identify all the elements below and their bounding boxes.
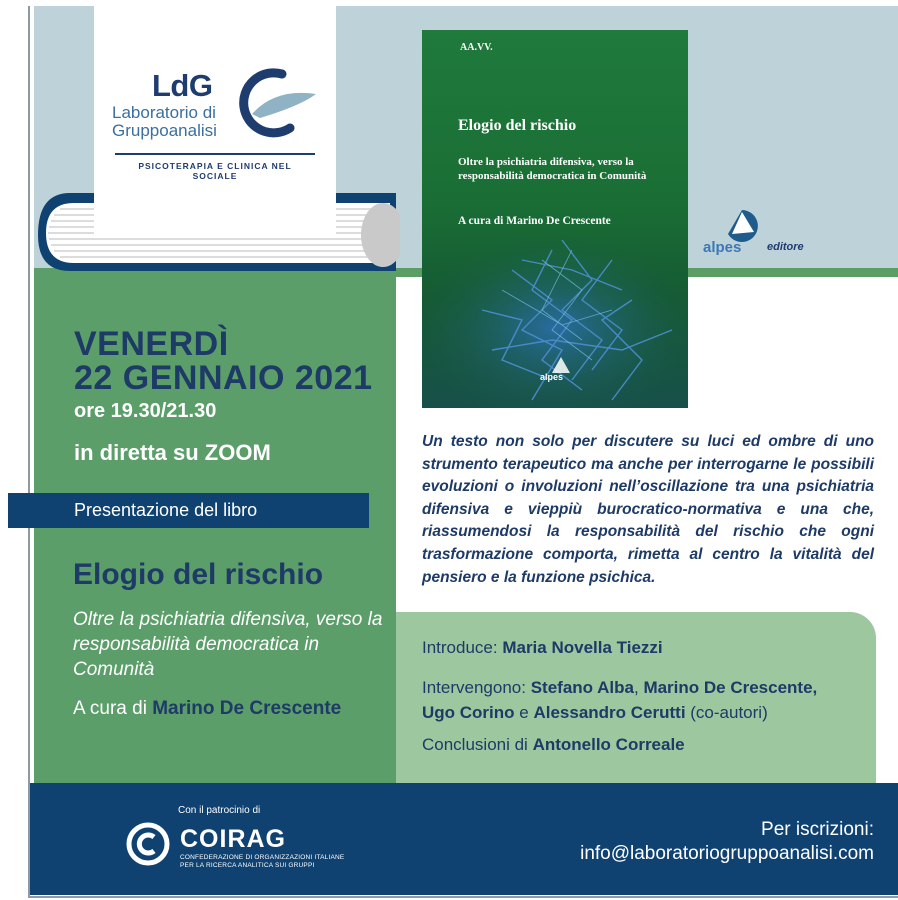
curator-name: Marino De Crescente [152,698,342,719]
coirag-name: COIRAG [180,825,286,853]
cover-title: Elogio del rischio [458,117,577,134]
event-curator [73,698,341,720]
speaker-separator-2: e [514,703,534,722]
conclusion-label: Conclusioni di [422,735,533,754]
logo-divider [115,153,315,155]
logo-name-line2: Gruppoanalisi [112,121,217,140]
speaker-1: Stefano Alba [530,678,634,697]
registration-label: Per iscrizioni: [761,819,874,840]
cover-subtitle: Oltre la psichiatria difensiva, verso la responsabilità democratica in Comunità [458,156,647,182]
book-description: Un testo non solo per discutere su luci ed ombre di uno strumento terapeutico ma anche per interrogarne le possibili evoluzioni o involuzioni nell’oscillazione tra una psichiatria difensiva e vieppiù burocratico-normativa e una che, riassumendosi la responsabilità del rischio che ogni trasformazione comporta, rimetta al centro la vitalità del pensiero e la funzione psichica. [422,433,874,586]
logo-abbreviation: LdG [152,68,213,103]
conclusion-line [422,735,685,755]
intro-name: Maria Novella Tiezzi [502,638,663,657]
speakers-label: Intervengono: [422,678,531,697]
cover-curator: A cura di Marino De Crescente [458,215,611,227]
presentation-label: Presentazione del libro [74,500,258,520]
event-day: VENERDÌ [74,325,229,363]
bottom-border [28,896,898,898]
speaker-2: Marino De Crescente, [643,678,818,697]
registration-email[interactable]: info@laboratoriogruppoanalisi.com [580,843,874,864]
event-date: 22 GENNAIO 2021 [74,359,373,397]
coirag-subtitle-2: PER LA RICERCA ANALITICA SUI GRUPPI [180,862,315,869]
intro-label: Introduce: [422,638,503,657]
coauthors-note: (co-autori) [685,703,768,722]
speaker-4: Alessandro Cerutti [533,703,686,722]
event-book-title: Elogio del rischio [73,558,324,591]
speakers-line [422,675,872,725]
logo-tagline: PSICOTERAPIA E CLINICA NEL SOCIALE [138,161,292,181]
speaker-3: Ugo Corino [422,703,515,722]
ldg-g-logo-icon [230,66,320,146]
publisher-suffix: editore [767,241,804,253]
conclusion-name: Antonello Correale [532,735,685,754]
logo-name-line1: Laboratorio di [112,103,216,122]
cover-author: AA.VV. [460,42,493,53]
event-book-subtitle: Oltre la psichiatria difensiva, verso la responsabilità democratica in Comunità [73,609,383,680]
event-time: ore 19.30/21.30 [74,400,217,422]
left-border [28,6,30,896]
cover-publisher-mark: alpes [540,372,564,382]
coirag-subtitle-1: CONFEDERAZIONE DI ORGANIZZAZIONI ITALIANE [180,854,345,861]
speaker-separator-1: , [633,678,644,697]
curator-prefix: A cura di [73,698,153,719]
coirag-logo-icon [124,820,172,868]
introducer-line [422,638,663,658]
patronage-label: Con il patrocinio di [178,805,261,816]
event-platform: in diretta su ZOOM [74,440,271,465]
publisher-name: alpes [703,239,742,256]
